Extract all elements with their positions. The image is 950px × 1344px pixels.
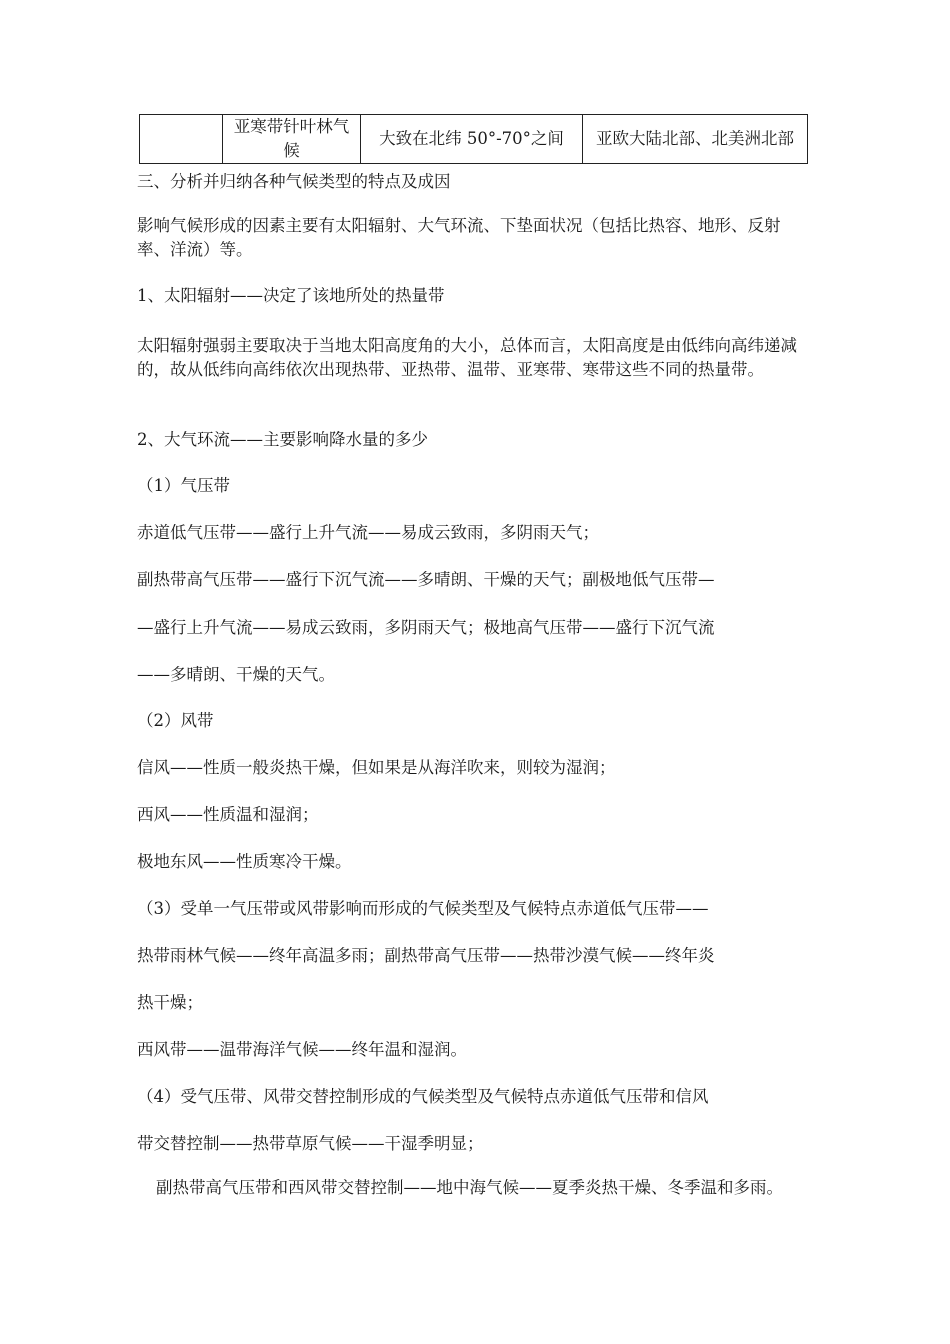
paragraph: 太阳辐射强弱主要取决于当地太阳高度角的大小，总体而言，太阳高度是由低纬向高纬递减的，故从低纬向高纬依次出现热带、亚热带、温带、亚寒带、寒带这些不同的热量带。 (137, 336, 797, 379)
paragraph-line: 热带雨林气候——终年高温多雨；副热带高气压带——热带沙漠气候——终年炎 (137, 946, 715, 965)
paragraph: 赤道低气压带——盛行上升气流——易成云致雨，多阴雨天气； (137, 523, 599, 542)
list-heading: （2）风带 (137, 711, 214, 730)
paragraph: 副热带高气压带和西风带交替控制——地中海气候——夏季炎热干燥、冬季温和多雨。 (156, 1178, 783, 1197)
subheading: 1、太阳辐射——决定了该地所处的热量带 (137, 286, 445, 305)
table-cell-latitude: 大致在北纬 50°-70°之间 (361, 115, 583, 164)
table-cell-category (140, 115, 223, 164)
paragraph: 西风——性质温和湿润； (137, 805, 319, 824)
paragraph: 影响气候形成的因素主要有太阳辐射、大气环流、下垫面状况（包括比热容、地形、反射率、洋流）等。 (137, 216, 781, 259)
table-cell-climate-type: 亚寒带针叶林气候 (223, 115, 361, 164)
table-cell-distribution: 亚欧大陆北部、北美洲北部 (583, 115, 808, 164)
climate-table (139, 114, 808, 164)
paragraph: 极地东风——性质寒冷干燥。 (137, 852, 352, 871)
paragraph-line: ——多晴朗、干燥的天气。 (137, 665, 335, 684)
paragraph: 西风带——温带海洋气候——终年温和湿润。 (137, 1040, 467, 1059)
table-row (140, 115, 808, 164)
list-heading: （4）受气压带、风带交替控制形成的气候类型及气候特点赤道低气压带和信风 (137, 1087, 709, 1106)
paragraph: 信风——性质一般炎热干燥，但如果是从海洋吹来，则较为湿润； (137, 758, 616, 777)
list-heading: （1）气压带 (137, 476, 230, 495)
paragraph-line: —盛行上升气流——易成云致雨，多阴雨天气；极地高气压带——盛行下沉气流 (137, 618, 715, 637)
paragraph-line: 带交替控制——热带草原气候——干湿季明显； (137, 1134, 484, 1153)
paragraph-line: 副热带高气压带——盛行下沉气流——多晴朗、干燥的天气；副极地低气压带— (137, 570, 715, 589)
paragraph-line: 热干燥； (137, 993, 203, 1012)
list-heading: （3）受单一气压带或风带影响而形成的气候类型及气候特点赤道低气压带—— (137, 899, 709, 918)
section-heading: 三、分析并归纳各种气候类型的特点及成因 (137, 172, 451, 191)
subheading: 2、大气环流——主要影响降水量的多少 (137, 430, 428, 449)
